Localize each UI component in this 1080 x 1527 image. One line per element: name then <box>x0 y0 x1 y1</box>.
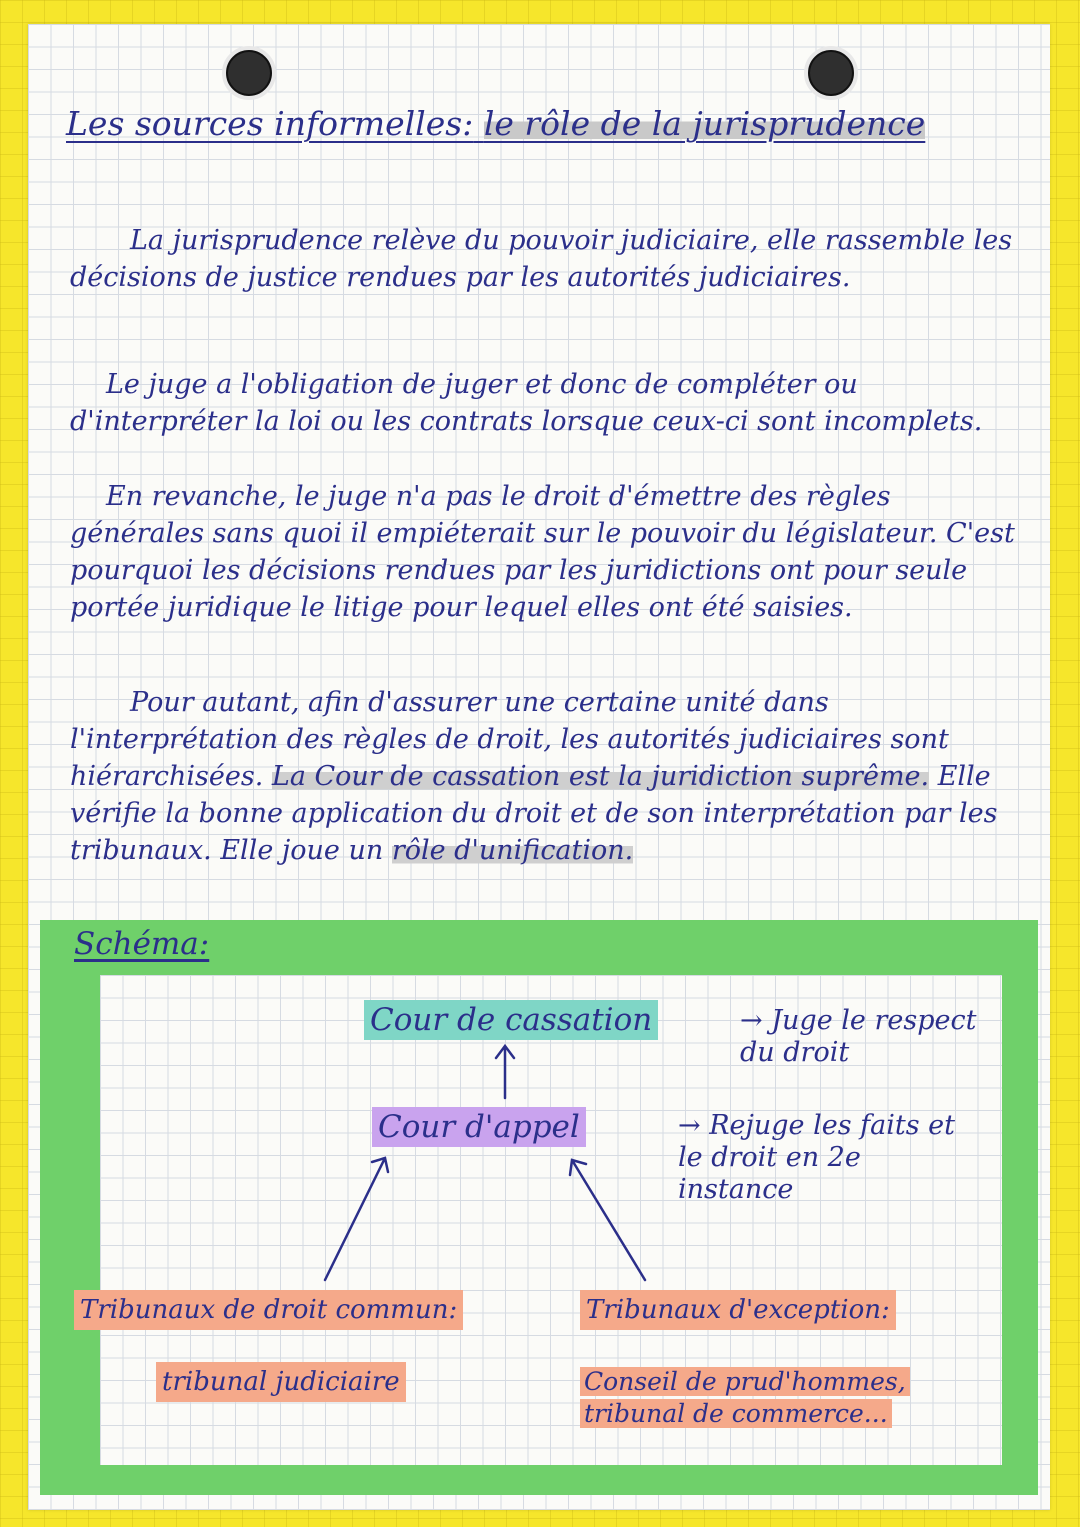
title-part-1: Les sources informelles: <box>66 104 474 143</box>
title-part-2: le rôle de la jurisprudence <box>483 104 926 143</box>
paragraph-3: En revanche, le juge n'a pas le droit d'émettre des règles générales sans quoi il empiéterait sur le pouvoir du législateur. C'est pourquoi les décisions rendues par les juridictions ont pour seule portée juridique le litige pour lequel elles ont été saisies. <box>70 481 1015 623</box>
punch-hole-left <box>222 46 276 100</box>
node-tribunaux-exception: Tribunaux d'exception: <box>580 1290 896 1330</box>
paragraph-4c: Elle vérifie la bonne application du droit et de son interprétation par les tribunaux. Elle joue un <box>70 761 998 866</box>
paragraph-4a: Pour autant, afin d'assurer une certaine unité dans l'interprétation des règles de droit, les autorités judiciaires sont hiérarchisées. <box>70 687 949 792</box>
node-tribunal-judiciaire: tribunal judiciaire <box>156 1362 406 1402</box>
paragraph-2: Le juge a l'obligation de juger et donc de compléter ou d'interpréter la loi ou les contrats lorsque ceux-ci sont incomplets. <box>70 369 983 437</box>
exception-examples-text: Conseil de prud'hommes, tribunal de commerce... <box>580 1367 910 1428</box>
paragraph-1: La jurisprudence relève du pouvoir judiciaire, elle rassemble les décisions de justice rendues par les autorités judiciaires. <box>70 225 1013 293</box>
punch-hole-right <box>804 46 858 100</box>
paragraph-4 <box>70 684 1020 869</box>
note-cour-d-appel: → Rejuge les faits et le droit en 2e instance <box>678 1110 956 1205</box>
page-title <box>66 104 1026 144</box>
node-cour-d-appel: Cour d'appel <box>372 1107 586 1147</box>
node-cour-de-cassation: Cour de cassation <box>364 1000 658 1040</box>
paragraph-4d-highlight: rôle d'unification. <box>391 835 634 866</box>
paragraph-4b-highlight: La Cour de cassation est la juridiction suprême. <box>271 761 930 792</box>
schema-label: Schéma: <box>74 926 210 962</box>
node-exception-examples <box>580 1366 980 1430</box>
note-cour-de-cassation: → Juge le respect du droit <box>740 1005 977 1068</box>
node-tribunaux-droit-commun: Tribunaux de droit commun: <box>74 1290 463 1330</box>
